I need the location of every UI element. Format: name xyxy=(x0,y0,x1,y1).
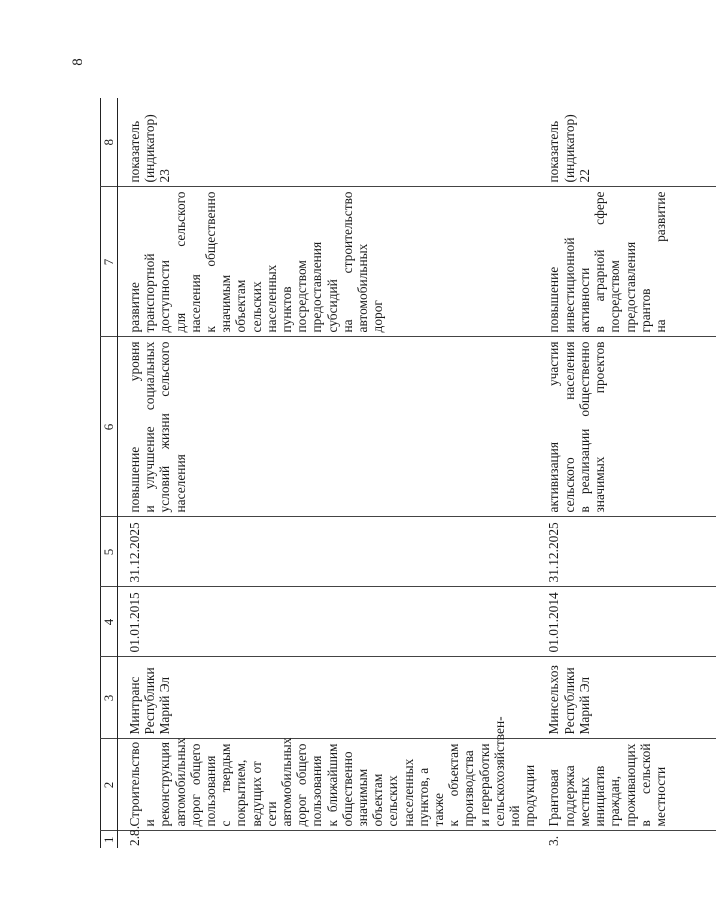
program-link: повышение инвестиционной активности в аграрной сфере посредством предоставления грантов на развитие xyxy=(537,187,716,337)
activity-name: Грантовая поддержка местных инициатив граждан, проживающих в сельской местности xyxy=(537,739,716,831)
table-row xyxy=(537,98,716,848)
indicator: показатель (индикатор) 22 xyxy=(537,98,716,187)
header-cell-1: 1 xyxy=(101,831,118,848)
row-number: 2.8. xyxy=(118,831,538,848)
header-cell-2: 2 xyxy=(101,739,118,831)
expected-result: повышение уровня и улучшение социальных условий жизни сельского населения xyxy=(118,337,538,517)
start-date: 01.01.2014 xyxy=(537,587,716,657)
header-cell-8: 8 xyxy=(101,98,118,187)
indicator: показатель (индикатор) 23 xyxy=(118,98,538,187)
header-cell-5: 5 xyxy=(101,517,118,587)
executor: Минтранс Республики Марий Эл xyxy=(118,657,538,739)
start-date: 01.01.2015 xyxy=(118,587,538,657)
program-link: развитие транспортной доступности для сельского населения к общественно значимым объектам сельских населенных пунктов посредством предоставления субсидий на строительство автомобильных дорог xyxy=(118,187,538,337)
activity-name: Строительство и реконструкция автомобильных дорог общего пользования с твердым покрытием, ведущих от сети автомобильных дорог общего пользования к ближайшим общественно значимым объектам сельских населенных пунктов, а также к объектам производства и переработки сельскохозяйствен- ной продукции xyxy=(118,739,538,831)
page-number: 8 xyxy=(70,58,86,66)
end-date: 31.12.2025 xyxy=(118,517,538,587)
rotated-table-container xyxy=(100,98,668,848)
end-date: 31.12.2025 xyxy=(537,517,716,587)
executor: Минсельхоз Республики Марий Эл xyxy=(537,657,716,739)
header-cell-3: 3 xyxy=(101,657,118,739)
program-activities-table xyxy=(100,98,716,848)
header-row xyxy=(101,98,118,848)
header-cell-6: 6 xyxy=(101,337,118,517)
header-cell-4: 4 xyxy=(101,587,118,657)
header-cell-7: 7 xyxy=(101,187,118,337)
expected-result: активизация участия сельского населения в реализации общественно значимых проектов xyxy=(537,337,716,517)
row-number: 3. xyxy=(537,831,716,848)
table-row xyxy=(118,98,538,848)
